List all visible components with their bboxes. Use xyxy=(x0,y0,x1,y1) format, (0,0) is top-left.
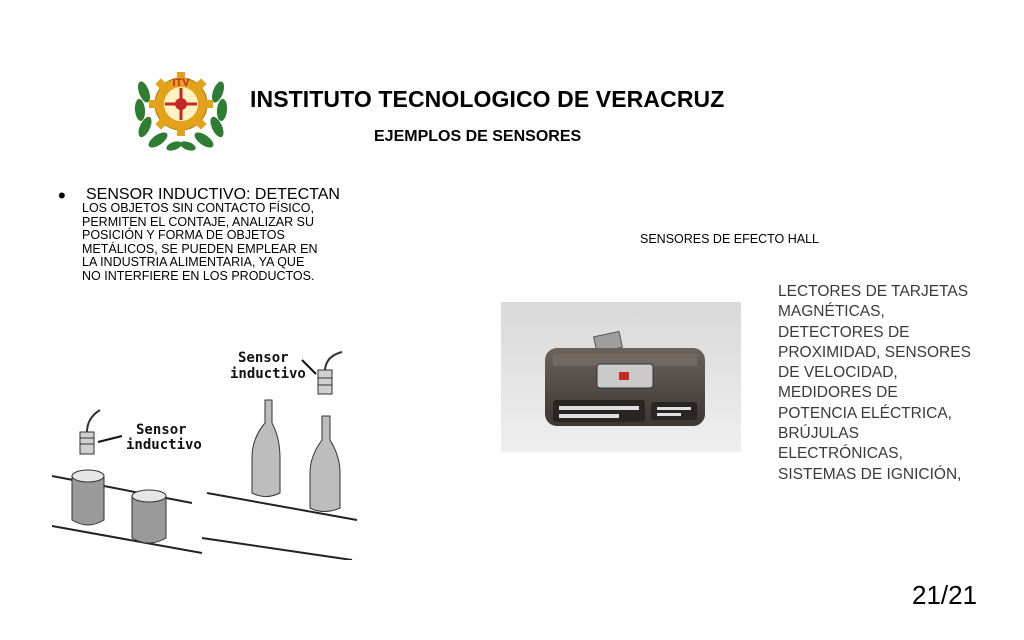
bullet-line: LA INDUSTRIA ALIMENTARIA, YA QUE xyxy=(82,255,305,269)
application-line: PROXIMIDAD, SENSORES xyxy=(778,343,971,361)
bullet-heading: SENSOR INDUCTIVO: DETECTAN xyxy=(86,186,340,203)
metal-can xyxy=(72,470,104,525)
bullet-point-icon: • xyxy=(58,183,66,208)
sensor-label-top: Sensor xyxy=(238,350,289,366)
application-line: MAGNÉTICAS, xyxy=(778,303,885,321)
application-line: LECTORES DE TARJETAS xyxy=(778,283,969,300)
inductive-sensor-illustration xyxy=(52,348,362,560)
application-line: SISTEMAS DE IGNICIÓN, xyxy=(778,465,962,483)
application-line: DE VELOCIDAD, xyxy=(778,364,898,382)
slide-subtitle: EJEMPLOS DE SENSORES xyxy=(374,128,582,145)
sensor-device-right xyxy=(318,352,342,394)
application-line: DETECTORES DE xyxy=(778,323,910,341)
page-number: 21/21 xyxy=(912,580,978,610)
bullet-line: POSICIÓN Y FORMA DE OBJETOS xyxy=(82,228,285,242)
card-reader-photo xyxy=(501,302,741,452)
application-line: BRÚJULAS xyxy=(778,425,859,443)
svg-text:ITV: ITV xyxy=(172,77,190,89)
bottle xyxy=(310,416,340,512)
application-line: POTENCIA ELÉCTRICA, xyxy=(778,404,952,422)
sensor-label-left: inductivo xyxy=(126,437,202,453)
metal-can xyxy=(132,490,166,543)
hall-applications-list xyxy=(778,282,1003,485)
institute-logo xyxy=(130,62,232,152)
institute-title: INSTITUTO TECNOLOGICO DE VERACRUZ xyxy=(250,86,725,112)
sensor-label-top: inductivo xyxy=(230,366,306,382)
bullet-line: NO INTERFIERE EN LOS PRODUCTOS. xyxy=(82,268,315,283)
application-line: MEDIDORES DE xyxy=(778,384,898,402)
application-line: ELECTRÓNICAS, xyxy=(778,445,903,463)
bullet-description xyxy=(82,202,344,283)
bullet-line: PERMITEN EL CONTAJE, ANALIZAR SU xyxy=(82,214,314,229)
bullet-line: METÁLICOS, SE PUEDEN EMPLEAR EN xyxy=(82,241,318,256)
sensor-device-left xyxy=(80,410,100,454)
hall-sensor-label: SENSORES DE EFECTO HALL xyxy=(640,232,819,246)
sensor-label-left: Sensor xyxy=(136,422,187,438)
bullet-line: LOS OBJETOS SIN CONTACTO FÍSICO, xyxy=(82,201,314,215)
bottle xyxy=(252,400,280,497)
